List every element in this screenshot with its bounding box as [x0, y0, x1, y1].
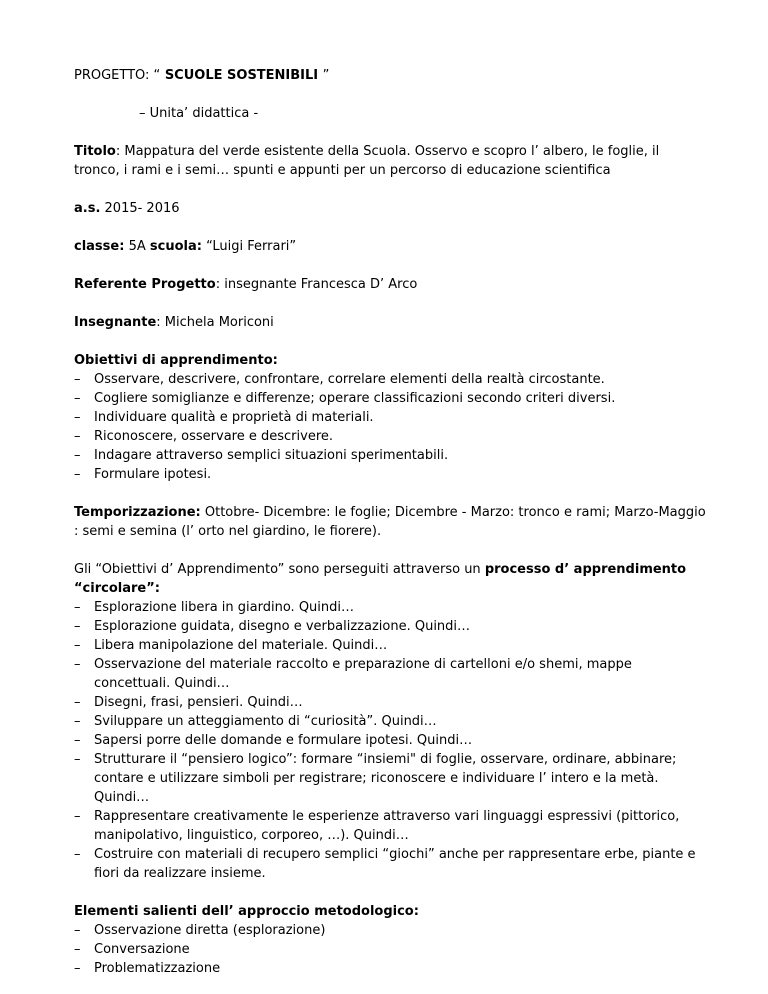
class-label: classe: [74, 239, 125, 254]
list-item: – Osservazione diretta (esplorazione) [74, 921, 708, 940]
school-value: “Luigi Ferrari” [201, 239, 297, 254]
project-suffix: ” [322, 68, 330, 83]
list-item: – Osservare, descrivere, confrontare, correlare elementi della realtà circostante. [74, 370, 708, 389]
title-paragraph [74, 142, 708, 180]
title-label: Titolo [74, 144, 116, 159]
list-item: – Individuare qualità e proprietà di materiali. [74, 408, 708, 427]
year-value: 2015- 2016 [100, 201, 180, 216]
school-label: scuola: [149, 239, 202, 254]
method-heading: Elementi salienti dell’ approccio metodologico: [74, 904, 419, 919]
list-item: – Sviluppare un atteggiamento di “curiosità”. Quindi… [74, 712, 708, 731]
list-item: – Strutturare il “pensiero logico”: formare “insiemi" di foglie, osservare, ordinare, abbinare; contare e utilizzare simboli per registrare; riconoscere e individuare l’ intero e la metà. Quindi… [74, 750, 708, 807]
list-item: – Formulare ipotesi. [74, 465, 708, 484]
list-item: – Rappresentare creativamente le esperienze attraverso vari linguaggi espressivi (pittorico, manipolativo, linguistico, corporeo, …). Quindi… [74, 807, 708, 845]
year-label: a.s. [74, 201, 101, 216]
list-item: – Conversazione [74, 940, 708, 959]
project-prefix: PROGETTO: “ [74, 68, 161, 83]
list-item: – Disegni, frasi, pensieri. Quindi… [74, 693, 708, 712]
insegnante-value: : Michela Moriconi [156, 315, 274, 330]
list-item: – Libera manipolazione del materiale. Quindi… [74, 636, 708, 655]
year-line [74, 199, 708, 218]
title-text: : Mappatura del verde esistente della Scuola. Osservo e scopro l’ albero, le foglie, il tronco, i rami e i semi… spunti e appunti per un percorso di educazione scientifica [74, 144, 660, 178]
referente-label: Referente Progetto [74, 277, 216, 292]
insegnante-line [74, 313, 708, 332]
referente-value: : insegnante Francesca D’ Arco [215, 277, 418, 292]
unit-line: – Unita’ didattica - [139, 106, 259, 121]
list-item: – Indagare attraverso semplici situazioni sperimentabili. [74, 446, 708, 465]
objectives-heading: Obiettivi di apprendimento: [74, 353, 278, 368]
referente-line [74, 275, 708, 294]
list-item: – Esplorazione guidata, disegno e verbalizzazione. Quindi… [74, 617, 708, 636]
project-name: SCUOLE SOSTENIBILI [160, 68, 323, 83]
list-item: – Osservazione del materiale raccolto e preparazione di cartelloni e/o shemi, mappe concettuali. Quindi… [74, 655, 708, 693]
list-item: – Problematizzazione [74, 959, 708, 978]
method-list [74, 921, 708, 978]
timing-label: Temporizzazione: [74, 505, 201, 520]
timing-text: Ottobre- Dicembre: le foglie; Dicembre - Marzo: tronco e rami; Marzo-Maggio : semi e semina (l’ orto nel giardino, le fiorere). [74, 505, 706, 539]
process-list [74, 598, 708, 883]
timing-paragraph [74, 503, 708, 541]
list-item: – Sapersi porre delle domande e formulare ipotesi. Quindi… [74, 731, 708, 750]
list-item: – Esplorazione libera in giardino. Quindi… [74, 598, 708, 617]
list-item: – Cogliere somiglianze e differenze; operare classificazioni secondo criteri diversi. [74, 389, 708, 408]
insegnante-label: Insegnante [74, 315, 157, 330]
process-intro [74, 560, 708, 598]
list-item: – Riconoscere, osservare e descrivere. [74, 427, 708, 446]
project-line [74, 66, 708, 85]
list-item: – Costruire con materiali di recupero semplici “giochi” anche per rappresentare erbe, piante e fiori da realizzare insieme. [74, 845, 708, 883]
class-value: 5A [124, 239, 150, 254]
objectives-list [74, 370, 708, 484]
class-line [74, 237, 708, 256]
process-intro-text: Gli “Obiettivi d’ Apprendimento” sono perseguiti attraverso un [74, 562, 485, 577]
process-bold: processo d’ apprendimento “circolare”: [74, 562, 687, 596]
